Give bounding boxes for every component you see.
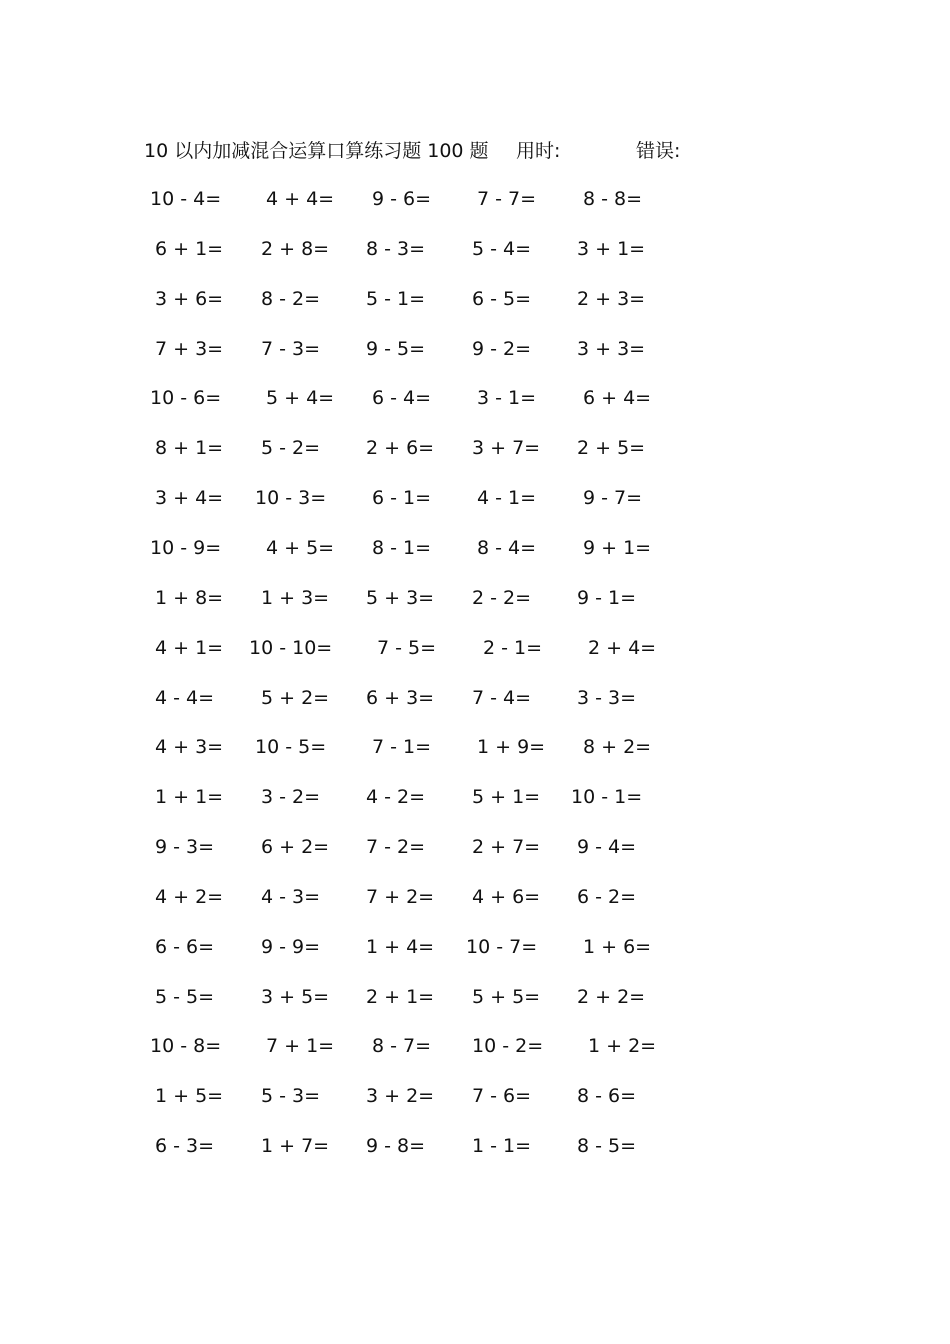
arithmetic-problem: 7 - 4= bbox=[472, 686, 532, 709]
arithmetic-problem: 6 + 4= bbox=[583, 387, 652, 410]
problem-row bbox=[0, 683, 950, 713]
arithmetic-problem: 3 + 6= bbox=[155, 287, 224, 310]
arithmetic-problem: 9 - 2= bbox=[472, 337, 532, 360]
arithmetic-problem: 4 + 3= bbox=[155, 736, 224, 759]
arithmetic-problem: 6 + 3= bbox=[366, 686, 435, 709]
arithmetic-problem: 3 + 1= bbox=[577, 237, 646, 260]
arithmetic-problem: 4 + 1= bbox=[155, 636, 224, 659]
arithmetic-problem: 8 + 1= bbox=[155, 437, 224, 460]
arithmetic-problem: 5 - 2= bbox=[261, 437, 321, 460]
arithmetic-problem: 8 - 5= bbox=[577, 1135, 637, 1158]
arithmetic-problem: 7 + 2= bbox=[366, 885, 435, 908]
problem-row bbox=[0, 284, 950, 314]
arithmetic-problem: 9 - 8= bbox=[366, 1135, 426, 1158]
arithmetic-problem: 9 - 7= bbox=[583, 487, 643, 510]
arithmetic-problem: 5 - 3= bbox=[261, 1085, 321, 1108]
arithmetic-problem: 9 - 1= bbox=[577, 586, 637, 609]
arithmetic-problem: 8 - 1= bbox=[372, 536, 432, 559]
problem-row bbox=[0, 483, 950, 513]
arithmetic-problem: 7 + 3= bbox=[155, 337, 224, 360]
arithmetic-problem: 5 + 4= bbox=[266, 387, 335, 410]
arithmetic-problem: 2 + 4= bbox=[588, 636, 657, 659]
arithmetic-problem: 2 + 8= bbox=[261, 237, 330, 260]
arithmetic-problem: 10 - 4= bbox=[150, 188, 222, 210]
arithmetic-problem: 7 - 2= bbox=[366, 836, 426, 859]
arithmetic-problem: 4 - 4= bbox=[155, 686, 215, 709]
arithmetic-problem: 1 + 3= bbox=[261, 586, 330, 609]
arithmetic-problem: 8 - 6= bbox=[577, 1085, 637, 1108]
arithmetic-problem: 9 - 3= bbox=[155, 836, 215, 859]
problem-row bbox=[0, 633, 950, 663]
arithmetic-problem: 7 - 7= bbox=[477, 188, 537, 210]
arithmetic-problem: 9 - 6= bbox=[372, 188, 432, 210]
problem-row bbox=[0, 1081, 950, 1111]
arithmetic-problem: 8 + 2= bbox=[583, 736, 652, 759]
arithmetic-problem: 10 - 2= bbox=[472, 1035, 544, 1058]
arithmetic-problem: 2 - 1= bbox=[483, 636, 543, 659]
problem-row bbox=[0, 184, 950, 214]
arithmetic-problem: 3 + 3= bbox=[577, 337, 646, 360]
arithmetic-problem: 3 + 7= bbox=[472, 437, 541, 460]
arithmetic-problem: 1 + 4= bbox=[366, 935, 435, 958]
arithmetic-problem: 9 - 9= bbox=[261, 935, 321, 958]
arithmetic-problem: 3 - 3= bbox=[577, 686, 637, 709]
problem-row bbox=[0, 1031, 950, 1061]
arithmetic-problem: 4 + 6= bbox=[472, 885, 541, 908]
arithmetic-problem: 4 - 1= bbox=[477, 487, 537, 510]
arithmetic-problem: 10 - 7= bbox=[466, 935, 538, 958]
problem-row bbox=[0, 533, 950, 563]
arithmetic-problem: 2 + 3= bbox=[577, 287, 646, 310]
arithmetic-problem: 9 - 5= bbox=[366, 337, 426, 360]
arithmetic-problem: 6 - 1= bbox=[372, 487, 432, 510]
problem-row bbox=[0, 583, 950, 613]
problem-row bbox=[0, 932, 950, 962]
arithmetic-problem: 8 - 2= bbox=[261, 287, 321, 310]
arithmetic-problem: 1 + 1= bbox=[155, 786, 224, 809]
arithmetic-problem: 6 + 1= bbox=[155, 237, 224, 260]
arithmetic-problem: 7 - 3= bbox=[261, 337, 321, 360]
arithmetic-problem: 5 + 1= bbox=[472, 786, 541, 809]
problem-row bbox=[0, 832, 950, 862]
worksheet-title: 10 以内加减混合运算口算练习题 100 题 bbox=[144, 140, 489, 162]
arithmetic-problem: 2 + 7= bbox=[472, 836, 541, 859]
arithmetic-problem: 5 + 3= bbox=[366, 586, 435, 609]
arithmetic-problem: 2 + 5= bbox=[577, 437, 646, 460]
arithmetic-problem: 1 + 2= bbox=[588, 1035, 657, 1058]
arithmetic-problem: 1 - 1= bbox=[472, 1135, 532, 1158]
problem-row bbox=[0, 433, 950, 463]
arithmetic-problem: 4 + 4= bbox=[266, 188, 335, 210]
arithmetic-problem: 2 - 2= bbox=[472, 586, 532, 609]
arithmetic-problem: 8 - 3= bbox=[366, 237, 426, 260]
arithmetic-problem: 7 - 6= bbox=[472, 1085, 532, 1108]
arithmetic-problem: 3 + 5= bbox=[261, 985, 330, 1008]
time-used-label: 用时: bbox=[516, 140, 561, 162]
arithmetic-problem: 10 - 5= bbox=[255, 736, 327, 759]
arithmetic-problem: 10 - 8= bbox=[150, 1035, 222, 1058]
arithmetic-problem: 6 + 2= bbox=[261, 836, 330, 859]
arithmetic-problem: 4 - 3= bbox=[261, 885, 321, 908]
arithmetic-problem: 3 - 2= bbox=[261, 786, 321, 809]
arithmetic-problem: 3 + 4= bbox=[155, 487, 224, 510]
problem-row bbox=[0, 1131, 950, 1161]
problem-row bbox=[0, 982, 950, 1012]
arithmetic-problem: 10 - 1= bbox=[571, 786, 643, 809]
arithmetic-problem: 3 - 1= bbox=[477, 387, 537, 410]
arithmetic-problem: 5 + 2= bbox=[261, 686, 330, 709]
arithmetic-problem: 10 - 10= bbox=[249, 636, 333, 659]
arithmetic-problem: 5 + 5= bbox=[472, 985, 541, 1008]
arithmetic-problem: 5 - 1= bbox=[366, 287, 426, 310]
arithmetic-problem: 6 - 2= bbox=[577, 885, 637, 908]
arithmetic-problem: 4 - 2= bbox=[366, 786, 426, 809]
arithmetic-problem: 7 - 5= bbox=[377, 636, 437, 659]
problem-row bbox=[0, 732, 950, 762]
problem-row bbox=[0, 383, 950, 413]
problem-row bbox=[0, 782, 950, 812]
problem-row bbox=[0, 334, 950, 364]
arithmetic-problem: 1 + 6= bbox=[583, 935, 652, 958]
arithmetic-problem: 1 + 9= bbox=[477, 736, 546, 759]
arithmetic-problem: 7 - 1= bbox=[372, 736, 432, 759]
arithmetic-problem: 7 + 1= bbox=[266, 1035, 335, 1058]
arithmetic-problem: 2 + 6= bbox=[366, 437, 435, 460]
arithmetic-problem: 9 + 1= bbox=[583, 536, 652, 559]
arithmetic-problem: 2 + 1= bbox=[366, 985, 435, 1008]
arithmetic-problem: 6 - 4= bbox=[372, 387, 432, 410]
arithmetic-problem: 8 - 8= bbox=[583, 188, 643, 210]
arithmetic-problem: 6 - 3= bbox=[155, 1135, 215, 1158]
arithmetic-problem: 5 - 4= bbox=[472, 237, 532, 260]
problem-row bbox=[0, 234, 950, 264]
arithmetic-problem: 3 + 2= bbox=[366, 1085, 435, 1108]
arithmetic-problem: 6 - 6= bbox=[155, 935, 215, 958]
arithmetic-problem: 10 - 3= bbox=[255, 487, 327, 510]
arithmetic-problem: 6 - 5= bbox=[472, 287, 532, 310]
arithmetic-problem: 4 + 2= bbox=[155, 885, 224, 908]
arithmetic-problem: 8 - 7= bbox=[372, 1035, 432, 1058]
arithmetic-problem: 10 - 6= bbox=[150, 387, 222, 410]
arithmetic-problem: 9 - 4= bbox=[577, 836, 637, 859]
arithmetic-problem: 5 - 5= bbox=[155, 985, 215, 1008]
arithmetic-problem: 1 + 5= bbox=[155, 1085, 224, 1108]
arithmetic-problem: 10 - 9= bbox=[150, 536, 222, 559]
errors-label: 错误: bbox=[636, 140, 681, 162]
arithmetic-problem: 2 + 2= bbox=[577, 985, 646, 1008]
problem-row bbox=[0, 882, 950, 912]
arithmetic-problem: 8 - 4= bbox=[477, 536, 537, 559]
arithmetic-problem: 1 + 8= bbox=[155, 586, 224, 609]
arithmetic-problem: 4 + 5= bbox=[266, 536, 335, 559]
arithmetic-problem: 1 + 7= bbox=[261, 1135, 330, 1158]
